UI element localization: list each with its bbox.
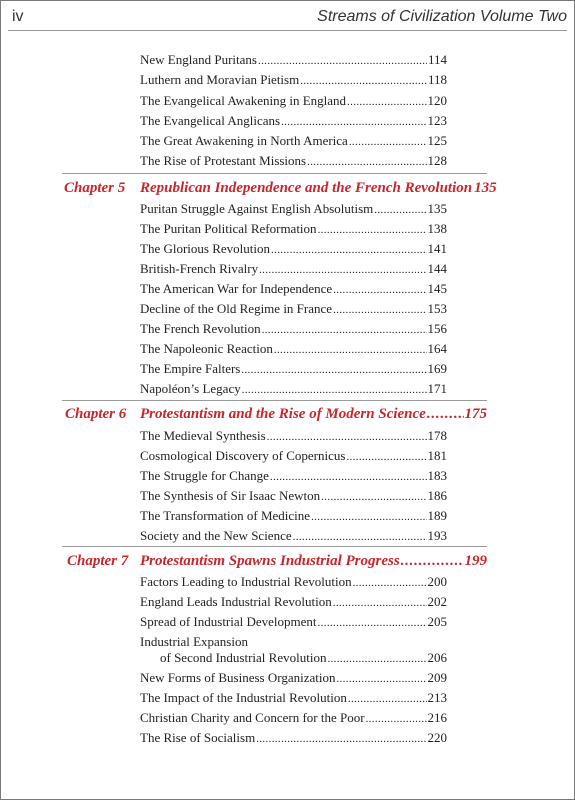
toc-entry[interactable]	[140, 93, 447, 110]
toc-entry-page: 186	[427, 488, 447, 503]
leader-dots	[401, 553, 464, 570]
page-number: iv	[12, 8, 24, 25]
leader-dots	[333, 301, 426, 318]
leader-dots	[300, 72, 427, 89]
leader-dots	[366, 710, 427, 727]
toc-entry[interactable]	[140, 488, 447, 505]
leader-dots	[274, 341, 427, 358]
toc-entry-title: Luthern and Moravian Pietism	[140, 72, 300, 87]
toc-entry-title: The Struggle for Change	[140, 468, 269, 483]
leader-dots	[333, 594, 427, 611]
toc-entry-page: 206	[427, 650, 447, 665]
toc-entry[interactable]	[140, 574, 447, 591]
chapter-title: Protestantism and the Rise of Modern Science	[140, 406, 426, 422]
toc-entry-page: 120	[427, 93, 447, 108]
toc-entry-page: 202	[427, 594, 447, 609]
chapter-label: Chapter 6	[65, 406, 127, 422]
toc-entry[interactable]	[140, 710, 447, 727]
leader-dots	[256, 730, 426, 747]
leader-dots	[336, 670, 426, 687]
toc-entry-page: 144	[427, 261, 447, 276]
toc-entry[interactable]	[140, 261, 447, 278]
toc-entry[interactable]	[140, 153, 447, 170]
toc-entry-page: 125	[427, 133, 447, 148]
toc-entry-page: 193	[427, 528, 447, 543]
toc-entry[interactable]	[140, 72, 447, 89]
leader-dots	[327, 650, 426, 667]
toc-entry[interactable]	[140, 508, 447, 525]
toc-entry-title: The Empire Falters	[140, 361, 241, 376]
toc-entry-title: Napoléon’s Legacy	[140, 381, 241, 396]
leader-dots	[333, 281, 426, 298]
leader-dots	[348, 690, 427, 707]
toc-entry[interactable]	[140, 361, 447, 378]
toc-entry[interactable]	[140, 241, 447, 258]
toc-entry-title: New England Puritans	[140, 52, 257, 67]
toc-entry[interactable]	[140, 301, 447, 318]
toc-entry[interactable]	[140, 381, 447, 398]
toc-entry-title: New Forms of Business Organization	[140, 670, 336, 685]
toc-entry[interactable]	[140, 614, 447, 631]
toc-entry[interactable]	[140, 670, 447, 687]
toc-entry[interactable]	[140, 634, 447, 667]
toc-entry-title: The Evangelical Awakening in England	[140, 93, 347, 108]
chapter-title: Republican Independence and the French Revolution	[140, 180, 473, 196]
toc-entry-page: 181	[427, 448, 447, 463]
leader-dots	[374, 201, 426, 218]
leader-dots	[271, 241, 427, 258]
chapter-label: Chapter 5	[64, 180, 126, 196]
toc-entry[interactable]	[140, 281, 447, 298]
toc-entry-title: The Napoleonic Reaction	[140, 341, 273, 356]
toc-entry[interactable]	[140, 341, 447, 358]
toc-entry-title: Decline of the Old Regime in France	[140, 301, 333, 316]
toc-entry[interactable]	[140, 52, 447, 69]
leader-dots	[346, 448, 426, 465]
toc-entry-page: 169	[427, 361, 447, 376]
running-title: Streams of Civilization Volume Two	[317, 8, 567, 25]
leader-dots	[321, 488, 426, 505]
leader-dots	[270, 468, 427, 485]
toc-entry[interactable]	[140, 201, 447, 218]
toc-entry-page: 135	[427, 201, 447, 216]
toc-entry-title: British-French Rivalry	[140, 261, 259, 276]
leader-dots	[318, 221, 427, 238]
toc-entry-page: 183	[427, 468, 447, 483]
leader-dots	[347, 93, 426, 110]
toc-entry-title: The Impact of the Industrial Revolution	[140, 690, 347, 705]
toc-entry-title: England Leads Industrial Revolution	[140, 594, 332, 609]
chapter-heading[interactable]	[140, 553, 487, 570]
leader-dots	[259, 261, 426, 278]
toc-entry-page: 189	[427, 508, 447, 523]
toc-entry[interactable]	[140, 321, 447, 338]
leader-dots	[242, 381, 427, 398]
leader-dots	[281, 113, 426, 130]
toc-entry-title: Cosmological Discovery of Copernicus	[140, 448, 346, 463]
toc-entry-page: 178	[427, 428, 447, 443]
toc-entry-page: 156	[427, 321, 447, 336]
toc-entry-title: The French Revolution	[140, 321, 261, 336]
toc-entry-page: 153	[427, 301, 447, 316]
toc-entry-title: Industrial Expansion	[140, 634, 248, 649]
toc-entry-page: 216	[427, 710, 447, 725]
toc-entry-page: 205	[427, 614, 447, 629]
toc-entry-title: Society and the New Science	[140, 528, 292, 543]
leader-dots	[267, 428, 427, 445]
toc-entry-title: The American War for Independence	[140, 281, 333, 296]
leader-dots	[311, 508, 426, 525]
leader-dots	[262, 321, 427, 338]
header-rule	[8, 30, 567, 31]
toc-entry-page: 123	[427, 113, 447, 128]
toc-entry-title: The Rise of Protestant Missions	[140, 153, 307, 168]
toc-entry[interactable]	[140, 113, 447, 130]
toc-entry[interactable]	[140, 221, 447, 238]
toc-entry-title: The Synthesis of Sir Isaac Newton	[140, 488, 321, 503]
toc-entry-page: 213	[427, 690, 447, 705]
toc-entry-title: Christian Charity and Concern for the Poor	[140, 710, 365, 725]
toc-entry[interactable]	[140, 468, 447, 485]
toc-entry-page: 128	[427, 153, 447, 168]
toc-entry-page: 200	[427, 574, 447, 589]
leader-dots	[258, 52, 427, 69]
leader-dots	[241, 361, 426, 378]
toc-entry-page: 138	[427, 221, 447, 236]
leader-dots	[318, 614, 427, 631]
chapter-rule	[62, 400, 487, 401]
toc-entry[interactable]	[140, 428, 447, 445]
chapter-title: Protestantism Spawns Industrial Progress	[140, 553, 400, 569]
toc-entry-page: 141	[427, 241, 447, 256]
toc-entry[interactable]	[140, 730, 447, 747]
toc-entry[interactable]	[140, 448, 447, 465]
toc-entry-title-line2: of Second Industrial Revolution	[160, 650, 327, 665]
toc-entry-title: The Transformation of Medicine	[140, 508, 311, 523]
toc-entry[interactable]	[140, 690, 447, 707]
chapter-page: 175	[464, 406, 487, 422]
leader-dots	[427, 406, 464, 423]
toc-entry-title: The Medieval Synthesis	[140, 428, 266, 443]
toc-entry-page: 114	[427, 52, 447, 67]
leader-dots	[353, 574, 427, 591]
chapter-rule	[62, 173, 487, 174]
leader-dots	[293, 528, 427, 545]
toc-entry-page: 164	[427, 341, 447, 356]
toc-entry-page: 145	[427, 281, 447, 296]
leader-dots	[307, 153, 426, 170]
toc-entry-title: The Evangelical Anglicans	[140, 113, 281, 128]
toc-entry[interactable]	[140, 133, 447, 150]
toc-entry-page: 220	[427, 730, 447, 745]
toc-entry-title: The Puritan Political Reformation	[140, 221, 317, 236]
chapter-heading[interactable]	[140, 406, 487, 423]
toc-entry-title: The Glorious Revolution	[140, 241, 270, 256]
toc-entry-page: 171	[427, 381, 447, 396]
toc-entry-page: 118	[427, 72, 447, 87]
toc-entry-title: The Rise of Socialism	[140, 730, 256, 745]
toc-entry-title: Spread of Industrial Development	[140, 614, 317, 629]
toc-entry[interactable]	[140, 528, 447, 545]
chapter-page: 135	[474, 180, 497, 196]
toc-entry-title: Factors Leading to Industrial Revolution	[140, 574, 352, 589]
toc-entry[interactable]	[140, 594, 447, 611]
toc-entry-page: 209	[427, 670, 447, 685]
toc-entry-title: The Great Awakening in North America	[140, 133, 348, 148]
chapter-rule	[62, 546, 487, 547]
chapter-heading[interactable]	[140, 180, 497, 197]
chapter-label: Chapter 7	[67, 553, 129, 569]
leader-dots	[349, 133, 427, 150]
toc-entry-title: Puritan Struggle Against English Absolutism	[140, 201, 374, 216]
toc-entry-continuation	[140, 650, 447, 667]
chapter-page: 199	[464, 553, 487, 569]
